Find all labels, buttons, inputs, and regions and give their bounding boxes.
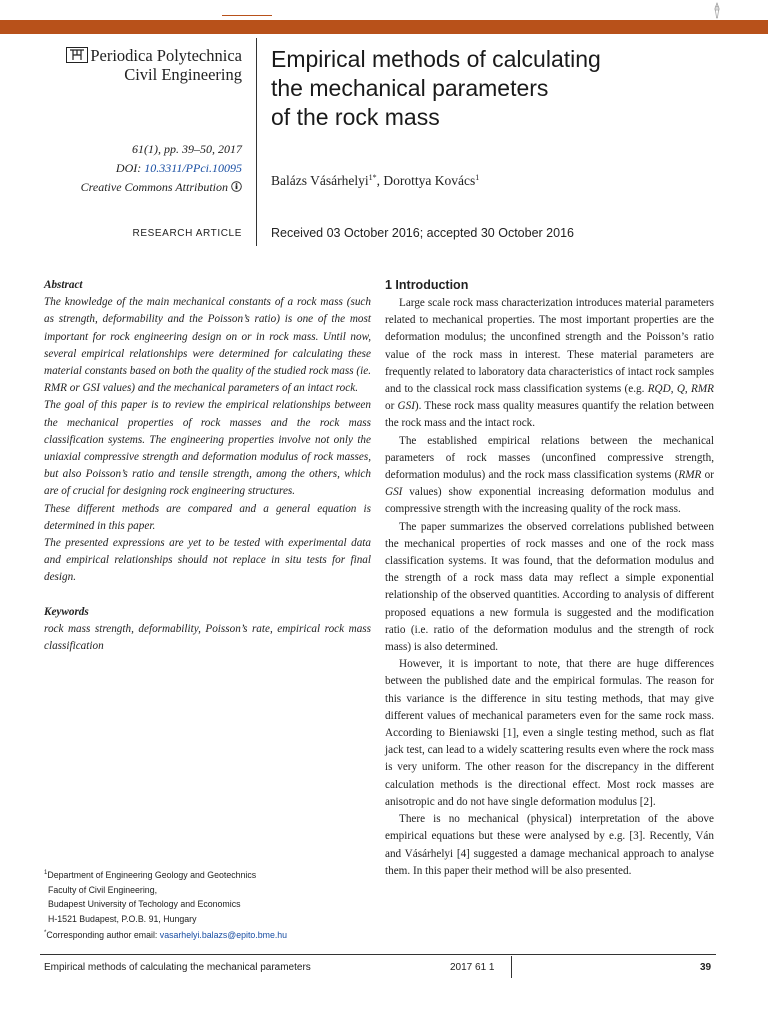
section-heading: 1 Introduction (385, 278, 469, 292)
journal-name (44, 46, 242, 84)
received-dates: Received 03 October 2016; accepted 30 October 2016 (271, 226, 574, 240)
keywords-heading: Keywords (44, 605, 89, 618)
license-label: Creative Commons Attribution (80, 180, 228, 194)
affiliation-mark: 1 (44, 870, 48, 876)
author-name: Balázs Vásárhelyi (271, 173, 369, 188)
author-email-link[interactable]: vasarhelyi.balazs@epito.bme.hu (159, 930, 288, 940)
author-affiliation-mark: 1* (368, 173, 377, 182)
keywords: rock mass strength, deformability, Poisson’s rate, empirical rock mass classification (44, 622, 371, 653)
doi-link[interactable]: 10.3311/PPci.10095 (144, 161, 242, 175)
abstract-heading: Abstract (44, 279, 83, 291)
running-title: Empirical methods of calculating the mechanical parameters (44, 962, 311, 973)
title-line: of the rock mass (271, 104, 440, 130)
citation-block (40, 140, 242, 197)
intro-paragraph: The paper summarizes the observed correlations published between the mechanical properties of rock masses and one of the rock mass classification systems. It was found, that the deformation modulus and the strength of a rock mass data may reflect a simple exponential relationship of the observed quantities. According to analysis of different proposed equations a new formula is suggested and the modification ratio (i.e. ratio of the deformation modulus and the strength of rock mass) is also determined. (385, 520, 714, 654)
title-line: Empirical methods of calculating (271, 46, 601, 72)
intro-paragraph: However, it is important to note, that there are huge differences between the published date and the empirical formulas. The reason for this variance is the difference in situ testing methods, that may give different values of mechanical parameters even for the same rock mass. According to Bieniawski [1], even a single testing method, such as flat jack test, can lead to a widely scattering results even where the rock mass is very uniform. The other reason for the discrepancy in the different calculation methods is the directional effect. Most rock masses are anisotropic and do not have single deformation modulus [2]. (385, 658, 714, 808)
title-line: the mechanical parameters (271, 75, 549, 101)
corresponding-mark: * (44, 930, 47, 936)
introduction-column (385, 277, 714, 880)
torch-logo-icon (708, 2, 726, 20)
abstract-column (44, 277, 371, 655)
author-name: Dorottya Kovács (383, 173, 476, 188)
doi (40, 159, 242, 178)
abstract-paragraph: The knowledge of the main mechanical constants of a rock mass (such as strength, deformability and the Poisson’s ratio) is one of the most important for rock engineering design on or in rock mass. Until now, several empirical relationships were determined for calculating these material constants based on both the quality of the studied rock mass (ie. RMR or GSI values) and the mechanical parameters of an intact rock. (44, 296, 371, 395)
author-separator: , (376, 173, 384, 188)
author-affiliation-mark: 1 (475, 173, 480, 182)
volume-info: 2017 61 1 (450, 962, 495, 973)
article-type: RESEARCH ARTICLE (132, 228, 242, 239)
header-accent-line (222, 15, 272, 16)
footer-divider (40, 954, 716, 955)
affiliation-line: Budapest University of Techology and Economics (48, 899, 241, 909)
header-accent-bar (0, 20, 768, 34)
license (40, 178, 242, 197)
citation: 61(1), pp. 39–50, 2017 (132, 142, 242, 156)
journal-name-line2: Civil Engineering (124, 65, 242, 84)
affiliation-line: $^1$Department of Engineering Geology and Geotechnics (44, 870, 257, 880)
affiliation-footnote (44, 866, 371, 943)
affiliation-line: H-1521 Budapest, P.O.B. 91, Hungary (48, 913, 197, 924)
intro-paragraph: There is no mechanical (physical) interpretation of the above empirical equations but these were analysed by e.g. [3]. Recently, Ván and Vásárhelyi [4] suggested a damage mechanical approach to analyse them. In this paper their method will be also presented. (385, 813, 714, 877)
intro-paragraph: Large scale rock mass characterization introduces material parameters related to mechanical properties. The most important properties are the deformation modulus; the unconfined strength and the Poisson’s ratio value of the rock mass in interest. These material parameters are frequently related to laboratory data characteristics of intact rock samples and to the classical rock mass classification systems (e.g. RQD, Q, RMR or GSI). These rock mass quality measures quantify the relation between the rock mass and the intact rock. (385, 297, 715, 430)
corresponding-author: *Corresponding author email: vasarhelyi.balazs@epito.bme.hu (44, 930, 288, 940)
affiliation-line: Faculty of Civil Engineering, (48, 884, 158, 895)
intro-paragraph: The established empirical relations between the mechanical parameters of rock masses (unconfined compressive strength, deformation modulus) and the rock mass classification systems (RMR or GSI values) show exponential increasing deformation modulus and compressive strength with the increasing quality of the rock mass. (385, 434, 714, 516)
journal-name-line1: Periodica Polytechnica (90, 46, 242, 65)
abstract-paragraph: The presented expressions are yet to be tested with experimental data and empirical relationships should not replace in situ tests for final design. (44, 537, 371, 584)
abstract-paragraph: These different methods are compared and a general equation is determined in this paper. (44, 502, 371, 532)
cc-by-icon (231, 181, 242, 192)
footer-separator (511, 956, 512, 978)
page-number: 39 (700, 962, 712, 973)
authors (271, 173, 479, 189)
header-divider (256, 38, 257, 246)
journal-logo-icon (66, 47, 88, 63)
doi-label: DOI: (115, 161, 145, 175)
abstract-paragraph: The goal of this paper is to review the empirical relationships between the mechanical properties of rock masses and the rock mass classification systems. The engineering properties involve not only the uniaxial compressive strength and deformation modulus of rock masses, but also Poisson’s ratio and tensile strength, among the others, which are of crucial for designing rock engineering structures. (44, 399, 371, 498)
article-title (271, 45, 741, 132)
